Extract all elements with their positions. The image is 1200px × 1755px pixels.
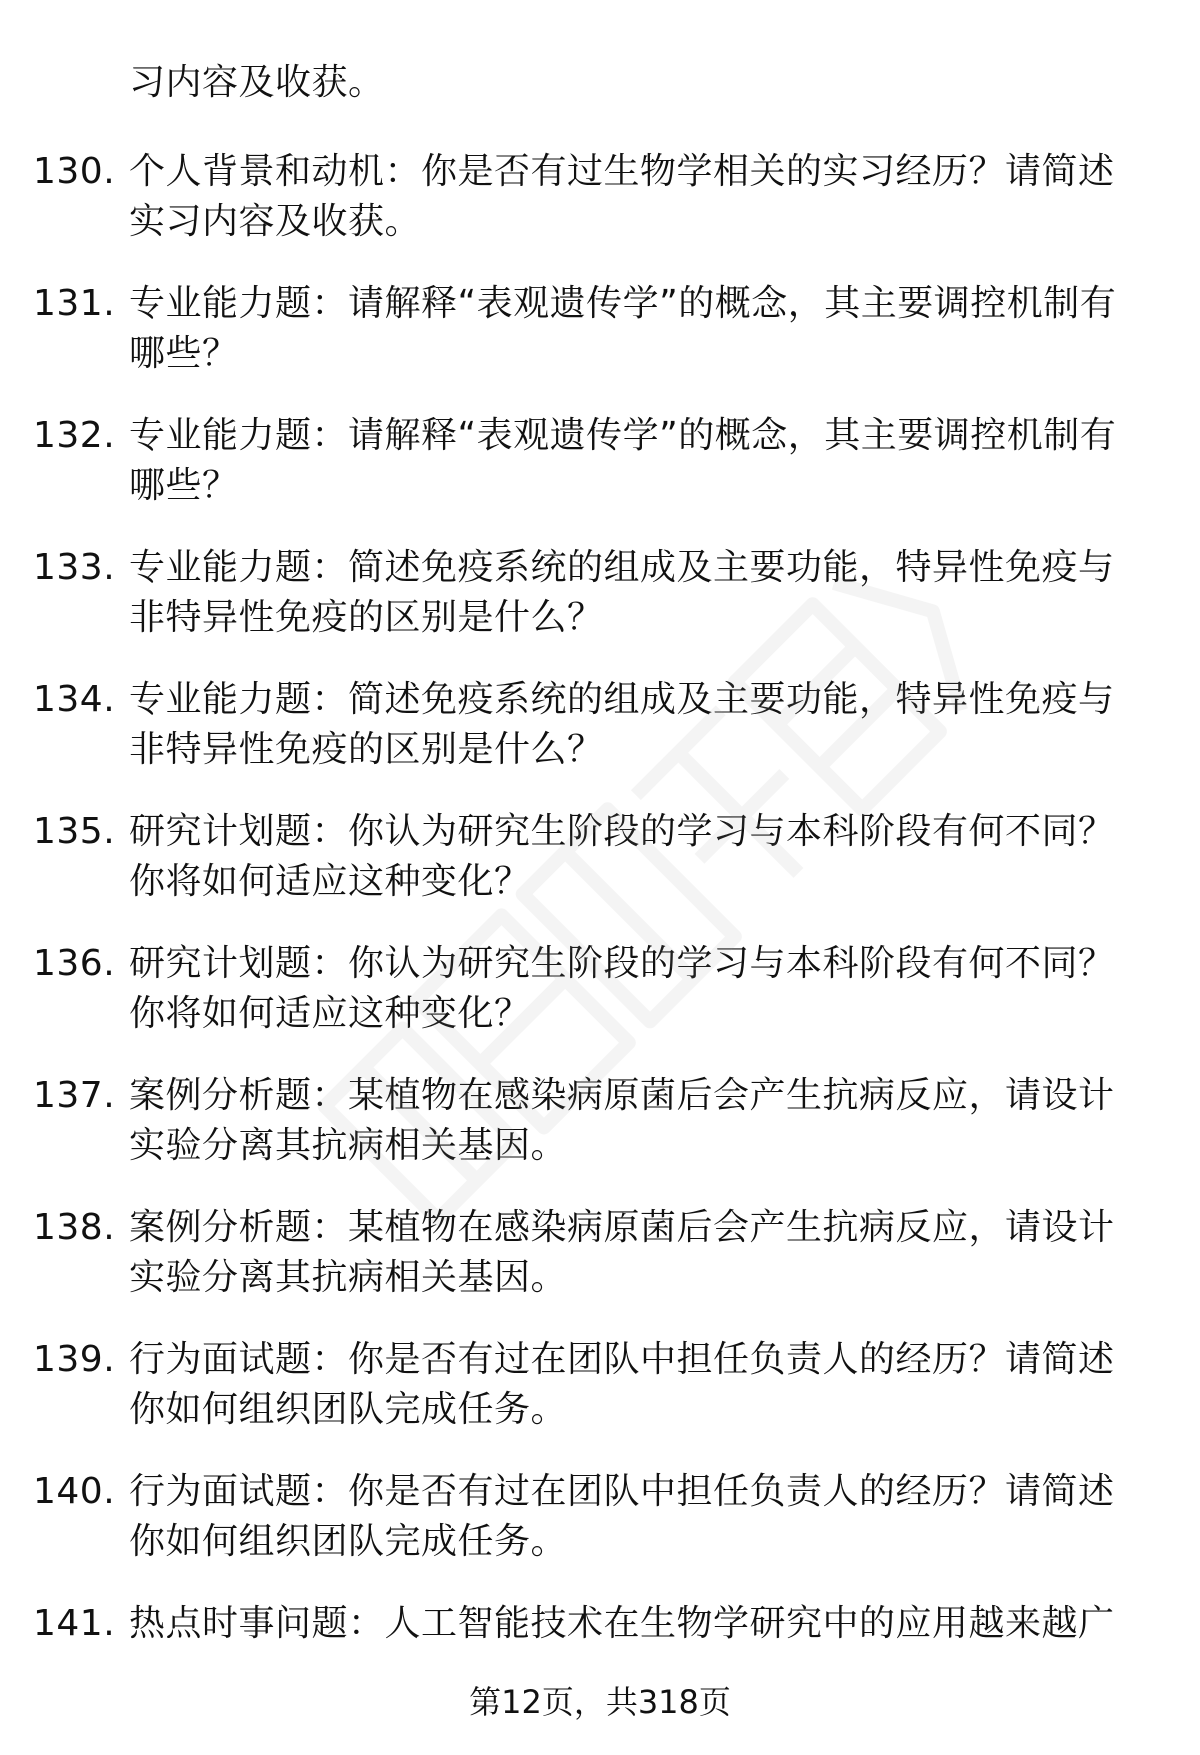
question-number: 139.	[33, 1339, 116, 1380]
question-number: 138.	[33, 1207, 116, 1248]
question-text: 案例分析题：某植物在感染病原菌后会产生抗病反应，请设计实验分离其抗病相关基因。	[129, 1207, 1115, 1298]
question-item	[0, 807, 1200, 939]
question-text: 行为面试题：你是否有过在团队中担任负责人的经历？请简述你如何组织团队完成任务。	[129, 1471, 1115, 1562]
question-text: 行为面试题：你是否有过在团队中担任负责人的经历？请简述你如何组织团队完成任务。	[129, 1339, 1115, 1430]
question-item	[0, 675, 1200, 807]
question-number: 133.	[33, 547, 116, 588]
question-item	[0, 1467, 1200, 1599]
question-text: 专业能力题：请解释“表观遗传学”的概念，其主要调控机制有哪些？	[129, 283, 1117, 374]
page-footer: 第12页，共318页	[469, 1683, 731, 1721]
question-number: 141.	[33, 1603, 116, 1644]
question-text: 专业能力题：请解释“表观遗传学”的概念，其主要调控机制有哪些？	[129, 415, 1117, 506]
question-text: 研究计划题：你认为研究生阶段的学习与本科阶段有何不同？你将如何适应这种变化？	[129, 811, 1115, 902]
question-list	[0, 147, 1200, 1731]
question-item	[0, 411, 1200, 543]
question-number: 140.	[33, 1471, 116, 1512]
question-number: 130.	[33, 151, 116, 192]
question-number: 135.	[33, 811, 116, 852]
question-item	[0, 147, 1200, 279]
question-number: 134.	[33, 679, 116, 720]
question-text: 专业能力题：简述免疫系统的组成及主要功能，特异性免疫与非特异性免疫的区别是什么？	[129, 679, 1115, 770]
question-text: 个人背景和动机：你是否有过生物学相关的实习经历？请简述实习内容及收获。	[129, 151, 1115, 242]
question-number: 137.	[33, 1075, 116, 1116]
question-number: 132.	[33, 415, 116, 456]
question-number: 136.	[33, 943, 116, 984]
question-item	[0, 1071, 1200, 1203]
question-item	[0, 279, 1200, 411]
question-item	[0, 1335, 1200, 1467]
question-item	[0, 543, 1200, 675]
question-item	[0, 939, 1200, 1071]
question-text: 研究计划题：你认为研究生阶段的学习与本科阶段有何不同？你将如何适应这种变化？	[129, 943, 1115, 1034]
question-text: 专业能力题：简述免疫系统的组成及主要功能，特异性免疫与非特异性免疫的区别是什么？	[129, 547, 1115, 638]
question-text: 案例分析题：某植物在感染病原菌后会产生抗病反应，请设计实验分离其抗病相关基因。	[129, 1075, 1115, 1166]
question-text: 热点时事问题：人工智能技术在生物学研究中的应用越来越广	[129, 1603, 1115, 1644]
question-item	[0, 1203, 1200, 1335]
question-number: 131.	[33, 283, 116, 324]
continuation-text: 习内容及收获。	[129, 62, 385, 103]
